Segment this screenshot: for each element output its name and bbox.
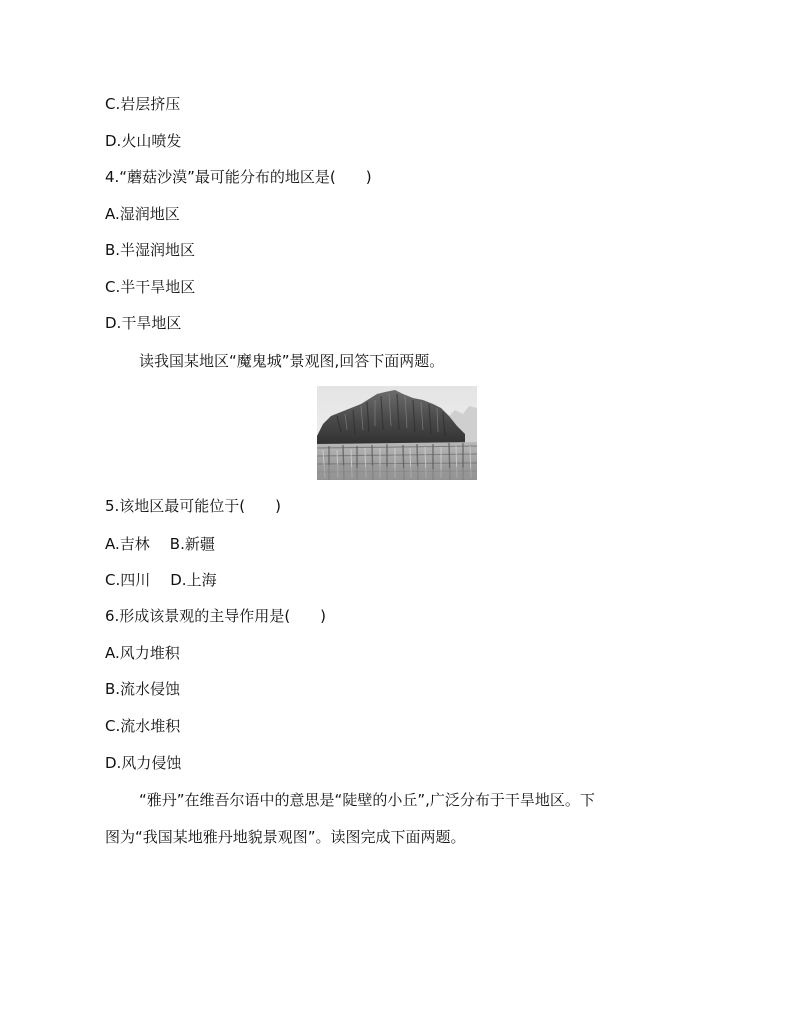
- q5-option-c: C.四川: [105, 571, 151, 589]
- q3-option-d: D.火山喷发: [105, 132, 182, 150]
- q3-option-c: C.岩层挤压: [105, 95, 181, 113]
- q5-options-row-1: [105, 534, 215, 554]
- q4-stem: 4.“蘑菇沙漠”最可能分布的地区是( ): [105, 168, 372, 186]
- q5-option-b: B.新疆: [169, 535, 215, 553]
- q5-options-row-2: [105, 570, 217, 590]
- intro-yardang-line-2: 图为“我国某地雅丹地貌景观图”。读图完成下面两题。: [105, 828, 466, 846]
- q6-stem: 6.形成该景观的主导作用是( ): [105, 607, 327, 625]
- q5-stem: 5.该地区最可能位于( ): [105, 497, 282, 515]
- q4-option-c: C.半干旱地区: [105, 278, 196, 296]
- moguicheng-landscape-photo: [317, 386, 477, 480]
- q6-option-a: A.风力堆积: [105, 644, 180, 662]
- q4-option-b: B.半湿润地区: [105, 241, 196, 259]
- q6-option-b: B.流水侵蚀: [105, 680, 181, 698]
- q4-option-a: A.湿润地区: [105, 205, 180, 223]
- q6-option-d: D.风力侵蚀: [105, 754, 182, 772]
- q4-option-d: D.干旱地区: [105, 314, 182, 332]
- q5-option-a: A.吉林: [105, 535, 150, 553]
- intro-moguicheng: 读我国某地区“魔鬼城”景观图,回答下面两题。: [139, 352, 445, 370]
- q6-option-c: C.流水堆积: [105, 717, 181, 735]
- q5-option-d: D.上海: [170, 571, 217, 589]
- intro-yardang-line-1: “雅丹”在维吾尔语中的意思是“陡壁的小丘”,广泛分布于干旱地区。下: [139, 791, 595, 809]
